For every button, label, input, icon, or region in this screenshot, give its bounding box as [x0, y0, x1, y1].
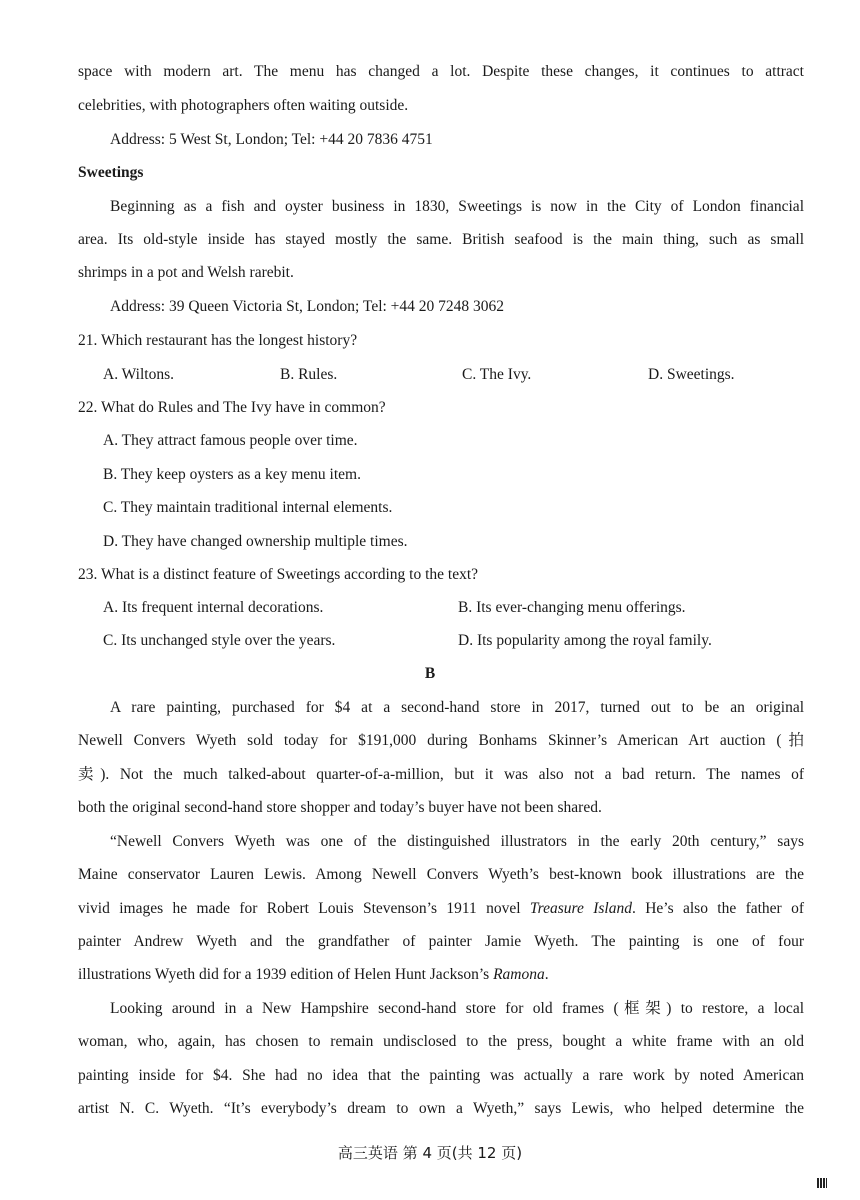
- question-21-option-b: B. Rules.: [280, 366, 338, 383]
- question-21-option-a: A. Wiltons.: [103, 366, 174, 383]
- question-21-stem: 21. Which restaurant has the longest history?: [78, 332, 358, 349]
- passage-b-p3-line-2: woman, who, again, has chosen to remain undisclosed to the press, bought a white frame with an old: [78, 1033, 804, 1050]
- qr-code-icon: [817, 1178, 827, 1188]
- p2-line-3-text-b: . He’s also the father of: [632, 900, 804, 917]
- passage-b-p2-line-5: [78, 965, 804, 985]
- question-23-stem: 23. What is a distinct feature of Sweetings according to the text?: [78, 566, 479, 583]
- ivy-text-line-2: celebrities, with photographers often waiting outside.: [78, 97, 409, 114]
- passage-b-p2-line-3: [78, 899, 804, 919]
- sweetings-text-line-1: Beginning as a fish and oyster business in 1830, Sweetings is now in the City of London financial: [110, 198, 804, 215]
- passage-b-p1-line-3: 卖). Not the much talked-about quarter-of-a-million, but it was also not a bad return. The names of: [78, 766, 804, 783]
- ivy-address: Address: 5 West St, London; Tel: +44 20 7836 4751: [110, 131, 433, 148]
- question-22-option-c: C. They maintain traditional internal elements.: [103, 499, 393, 516]
- question-21-option-c: C. The Ivy.: [462, 366, 532, 383]
- novel-title-ramona: Ramona: [493, 966, 545, 983]
- passage-b-p1-line-4: both the original second-hand store shopper and today’s buyer have not been shared.: [78, 799, 602, 816]
- question-22-option-b: B. They keep oysters as a key menu item.: [103, 466, 361, 483]
- passage-b-p2-line-4: painter Andrew Wyeth and the grandfather of painter Jamie Wyeth. The painting is one of four: [78, 933, 804, 950]
- p2-line-3-text-a: vivid images he made for Robert Louis Stevenson’s 1911 novel: [78, 900, 530, 917]
- p2-line-5-text-b: .: [544, 966, 549, 983]
- sweetings-text-line-3: shrimps in a pot and Welsh rarebit.: [78, 264, 294, 281]
- passage-b-p1-line-1: A rare painting, purchased for $4 at a second-hand store in 2017, turned out to be an original: [110, 699, 804, 716]
- sweetings-text-line-2: area. Its old-style inside has stayed mostly the same. British seafood is the main thing, such as small: [78, 231, 804, 248]
- question-22-stem: 22. What do Rules and The Ivy have in common?: [78, 399, 386, 416]
- question-21-option-d: D. Sweetings.: [648, 366, 735, 383]
- passage-b-p3-line-3: painting inside for $4. She had no idea that the painting was actually a rare work by noted American: [78, 1067, 804, 1084]
- question-22-option-d: D. They have changed ownership multiple times.: [103, 533, 408, 550]
- question-23-option-a: A. Its frequent internal decorations.: [103, 599, 324, 616]
- passage-b-p1-line-2: Newell Convers Wyeth sold today for $191,000 during Bonhams Skinner’s American Art auction (拍: [78, 732, 804, 749]
- passage-b-p2-line-2: Maine conservator Lauren Lewis. Among Newell Convers Wyeth’s best-known book illustrations are the: [78, 866, 804, 883]
- section-b-heading: B: [424, 665, 436, 682]
- sweetings-title: Sweetings: [78, 164, 144, 181]
- passage-b-p3-line-1: Looking around in a New Hampshire second-hand store for old frames (框架) to restore, a local: [110, 1000, 804, 1017]
- sweetings-address: Address: 39 Queen Victoria St, London; Tel: +44 20 7248 3062: [110, 298, 505, 315]
- question-23-option-c: C. Its unchanged style over the years.: [103, 632, 336, 649]
- question-23-option-b: B. Its ever-changing menu offerings.: [458, 599, 686, 616]
- passage-b-p2-line-1: “Newell Convers Wyeth was one of the distinguished illustrators in the early 20th century,” says: [110, 833, 804, 850]
- question-22-option-a: A. They attract famous people over time.: [103, 432, 358, 449]
- page-footer: 高三英语 第 4 页(共 12 页): [337, 1144, 523, 1162]
- passage-b-p3-line-4: artist N. C. Wyeth. “It’s everybody’s dream to own a Wyeth,” says Lewis, who helped determine the: [78, 1100, 804, 1117]
- ivy-text-line-1: space with modern art. The menu has changed a lot. Despite these changes, it continues to attract: [78, 63, 804, 80]
- novel-title-treasure-island: Treasure Island: [529, 900, 632, 917]
- p2-line-5-text-a: illustrations Wyeth did for a 1939 edition of Helen Hunt Jackson’s: [78, 966, 494, 983]
- question-23-option-d: D. Its popularity among the royal family.: [458, 632, 712, 649]
